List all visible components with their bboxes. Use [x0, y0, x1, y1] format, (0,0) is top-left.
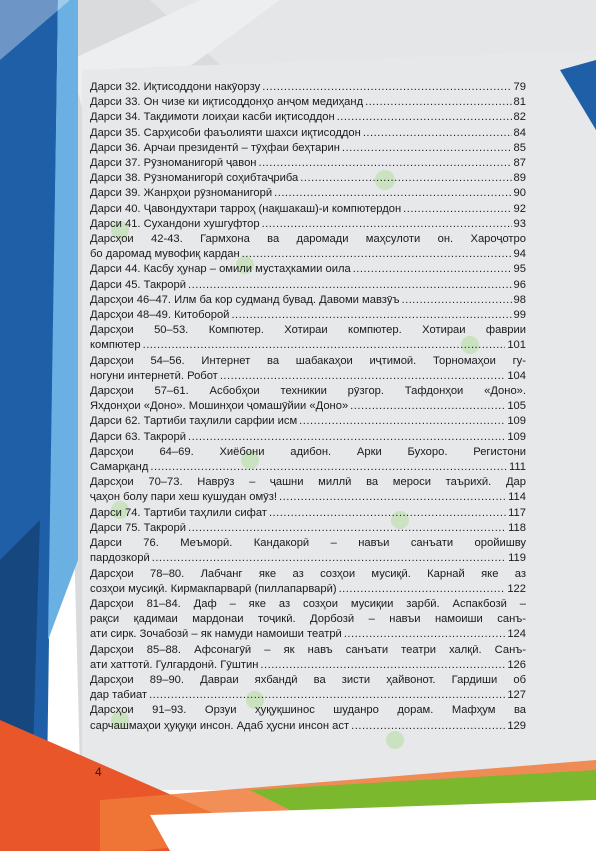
toc-leader-dots — [300, 171, 511, 186]
toc-entry-page: 96 — [513, 278, 526, 291]
toc-leader-dots — [363, 126, 512, 141]
toc-entry-page: 90 — [513, 187, 526, 200]
toc-entry-title: Дарси 38. Рӯзноманигорӣ соҳибтаҷриба — [90, 172, 299, 185]
toc-leader-dots — [231, 308, 511, 323]
toc-entry-title: Дарси 36. Арчаи президентӣ – тӯҳфаи беҳтарин — [90, 141, 340, 154]
toc-entry-title: бо даромад мувофиқ кардан — [90, 248, 240, 261]
toc-entry-title: Дарси 40. Ҷавондухтари тарроҳ (нақшакаш)-и компютердон — [90, 202, 402, 215]
toc-entry-title: Дарси 41. Сухандони хушгуфтор — [90, 217, 260, 230]
toc-leader-dots — [242, 247, 512, 262]
toc-entry[interactable] — [90, 156, 526, 171]
toc-entry-page: 111 — [508, 461, 526, 474]
toc-entry[interactable] — [90, 521, 526, 536]
toc-entry-page: 101 — [507, 339, 526, 352]
toc-entry[interactable] — [90, 308, 526, 323]
toc-entry[interactable] — [90, 703, 526, 733]
toc-entry-title: Дарсҳои 48–49. Китоборой — [90, 309, 230, 322]
toc-leader-dots — [279, 490, 506, 505]
toc-entry[interactable] — [90, 126, 526, 141]
toc-entry[interactable] — [90, 384, 526, 414]
toc-entry-page: 104 — [507, 369, 526, 382]
toc-entry-page: 81 — [513, 96, 526, 109]
toc-entry-title: ҷаҳон болу пари хеш кушудан омӯз! — [90, 491, 277, 504]
toc-entry-title: Дарси 75. Такрорӣ — [90, 521, 186, 534]
toc-entry-title: Дарси 44. Касбу ҳунар – омили мустаҳкамии оила — [90, 263, 351, 276]
toc-entry-title: созҳои мусиқӣ. Кирмакпарварӣ (пиллапарварӣ) — [90, 582, 337, 595]
toc-entry-title: Дарси 37. Рӯзноманигорӣ ҷавон — [90, 157, 257, 170]
table-of-contents — [90, 80, 526, 734]
toc-entry-title: Дарсҳои 81–84. Даф – яке аз созҳои мусиқии зарбӣ. Аспакбозӣ – — [90, 597, 526, 610]
toc-entry-title: Дарси 45. Такрорӣ — [90, 278, 186, 291]
toc-entry[interactable] — [90, 232, 526, 262]
toc-leader-dots — [152, 551, 506, 566]
toc-entry-title: Дарсҳои 78–80. Лабчанг яке аз созҳои мусиқӣ. Карнай яке аз — [90, 567, 526, 580]
toc-entry[interactable] — [90, 95, 526, 110]
toc-entry-title: дар табиат — [90, 689, 148, 702]
toc-entry-page: 98 — [513, 293, 526, 306]
toc-entry-title: Дарсҳои 46–47. Илм ба кор судманд бувад. Давоми мавзӯъ — [90, 293, 400, 306]
toc-entry-title: Дарсҳои 57–61. Асбобҳои техникии рӯзгор. Тафдонҳои «Доно». — [90, 385, 526, 398]
toc-leader-dots — [365, 95, 511, 110]
toc-leader-dots — [188, 521, 506, 536]
toc-entry-page: 79 — [513, 81, 526, 93]
toc-entry-page: 127 — [507, 689, 526, 702]
toc-leader-dots — [350, 399, 505, 414]
toc-leader-dots — [262, 80, 511, 95]
toc-entry-page: 105 — [507, 400, 526, 413]
toc-leader-dots — [220, 369, 506, 384]
toc-entry-title: Дарси 32. Иқтисоддони накӯорзу — [90, 81, 261, 93]
toc-entry[interactable] — [90, 475, 526, 505]
toc-entry-page: 84 — [513, 126, 526, 139]
toc-entry-title: ати хаттотӣ. Гулгардонӣ. Гӯштин — [90, 658, 259, 671]
toc-entry-page: 94 — [513, 248, 526, 261]
toc-leader-dots — [339, 582, 506, 597]
toc-entry-page: 114 — [508, 491, 526, 504]
toc-entry[interactable] — [90, 445, 526, 475]
toc-entry-title: Дарси 34. Тақдимоти лоиҳаи касби иқтисоддон — [90, 111, 335, 124]
toc-leader-dots — [351, 719, 505, 734]
toc-entry[interactable] — [90, 80, 526, 95]
toc-entry-page: 126 — [507, 658, 526, 671]
toc-entry[interactable] — [90, 186, 526, 201]
toc-entry-title: Дарсҳои 70–73. Наврӯз – ҷашни миллӣ ва мероси таърихӣ. Дар — [90, 476, 526, 489]
toc-entry-page: 118 — [508, 521, 526, 534]
toc-leader-dots — [403, 202, 511, 217]
toc-entry-title: компютер — [90, 339, 141, 352]
toc-entry[interactable] — [90, 217, 526, 232]
toc-entry[interactable] — [90, 536, 526, 566]
toc-leader-dots — [269, 506, 506, 521]
toc-entry-page: 129 — [507, 719, 526, 732]
toc-leader-dots — [337, 110, 512, 125]
toc-entry-title: Дарсҳои 89–90. Давраи яхбандӣ ва зисти ҳайвонот. Гардиши об — [90, 673, 526, 686]
toc-entry[interactable] — [90, 414, 526, 429]
toc-entry-page: 82 — [513, 111, 526, 124]
toc-entry[interactable] — [90, 262, 526, 277]
toc-entry-title: Дарсҳои 85–88. Афсонагӯӣ – як навъ санъати театри халқӣ. Санъ- — [90, 643, 526, 656]
toc-entry-title: пардозкорӣ — [90, 552, 150, 565]
toc-entry-title: Дарсҳои 91–93. Орзуи ҳуқуқшинос шуданро дорам. Мафҳум ва — [90, 704, 526, 717]
toc-entry-title: Дарси 39. Жанрҳои рӯзноманигорӣ — [90, 187, 273, 200]
toc-entry-title: Яхдонҳои «Доно». Мошинҳои ҷомашӯйии «Доно» — [90, 400, 349, 413]
toc-entry-title: Дарси 63. Такрорӣ — [90, 430, 186, 443]
toc-entry[interactable] — [90, 597, 526, 643]
toc-leader-dots — [150, 460, 507, 475]
toc-entry[interactable] — [90, 293, 526, 308]
toc-entry-title: Дарси 33. Он чизе ки иқтисоддонҳо анҷом медиҳанд — [90, 96, 364, 109]
toc-entry-title: Дарси 76. Меъморӣ. Кандакорӣ – навъи санъати оройишву — [90, 537, 526, 550]
toc-entry-title: Дарси 74. Тартиби таҳлили сифат — [90, 506, 267, 519]
toc-leader-dots — [188, 430, 505, 445]
toc-entry-page: 122 — [507, 582, 526, 595]
toc-entry-title: Дарси 35. Сарҳисоби фаъолияти шахси иқтисоддон — [90, 126, 361, 139]
toc-leader-dots — [143, 338, 506, 353]
toc-entry-title: Дарсҳои 50–53. Компютер. Хотираи компютер. Хотираи фаврии — [90, 324, 526, 337]
toc-entry[interactable] — [90, 323, 526, 353]
toc-leader-dots — [353, 262, 512, 277]
toc-entry-page: 119 — [508, 552, 526, 565]
toc-leader-dots — [342, 141, 512, 156]
toc-entry-title: Дарсҳои 54–56. Интернет ва шабакаҳои иҷтимоӣ. Торномаҳои гу- — [90, 354, 526, 367]
toc-entry-page: 117 — [508, 506, 526, 519]
toc-entry[interactable] — [90, 110, 526, 125]
toc-entry-page: 109 — [507, 430, 526, 443]
toc-entry[interactable] — [90, 171, 526, 186]
page-number: 4 — [95, 765, 102, 779]
toc-entry-title: сарчашмаҳои ҳуқуқи инсон. Адаб ҳусни инсон аст — [90, 719, 350, 732]
toc-entry[interactable] — [90, 354, 526, 384]
toc-entry-page: 93 — [513, 217, 526, 230]
toc-entry-page: 92 — [513, 202, 526, 215]
toc-entry-title: ногуни интернетӣ. Робот — [90, 369, 218, 382]
toc-leader-dots — [260, 658, 505, 673]
toc-entry-page: 99 — [513, 309, 526, 322]
toc-entry-page: 85 — [513, 141, 526, 154]
toc-leader-dots — [299, 414, 505, 429]
toc-entry[interactable] — [90, 506, 526, 521]
toc-leader-dots — [149, 688, 505, 703]
toc-entry[interactable] — [90, 643, 526, 673]
toc-entry-page: 95 — [513, 263, 526, 276]
toc-leader-dots — [344, 627, 506, 642]
toc-leader-dots — [274, 186, 511, 201]
toc-entry[interactable] — [90, 430, 526, 445]
toc-leader-dots — [262, 217, 512, 232]
toc-entry-page: 89 — [513, 172, 526, 185]
toc-entry-title: Самарқанд — [90, 461, 149, 474]
toc-entry-page: 87 — [513, 157, 526, 170]
toc-leader-dots — [188, 278, 512, 293]
toc-entry-title: ати сирк. Зочабозӣ – як намуди намоиши театрӣ — [90, 628, 342, 641]
toc-entry[interactable] — [90, 278, 526, 293]
toc-entry-title: Дарси 62. Тартиби таҳлили сарфии исм — [90, 415, 298, 428]
toc-entry-page: 109 — [507, 415, 526, 428]
toc-entry[interactable] — [90, 202, 526, 217]
toc-entry-title: Дарсҳои 42-43. Гармхона ва даромади маҳсулоти он. Хароҷотро — [90, 233, 526, 246]
toc-leader-dots — [401, 293, 511, 308]
toc-entry[interactable] — [90, 673, 526, 703]
toc-entry-title: Дарсҳои 64–69. Хиёбони адибон. Арки Бухоро. Регистони — [90, 445, 526, 458]
toc-entry-page: 124 — [507, 628, 526, 641]
toc-entry-title: рақси қадимаи мардонаи тоҷикӣ. Дорбозӣ – навъи намоиши санъ- — [90, 613, 526, 626]
toc-entry[interactable] — [90, 567, 526, 597]
toc-entry[interactable] — [90, 141, 526, 156]
toc-leader-dots — [258, 156, 511, 171]
